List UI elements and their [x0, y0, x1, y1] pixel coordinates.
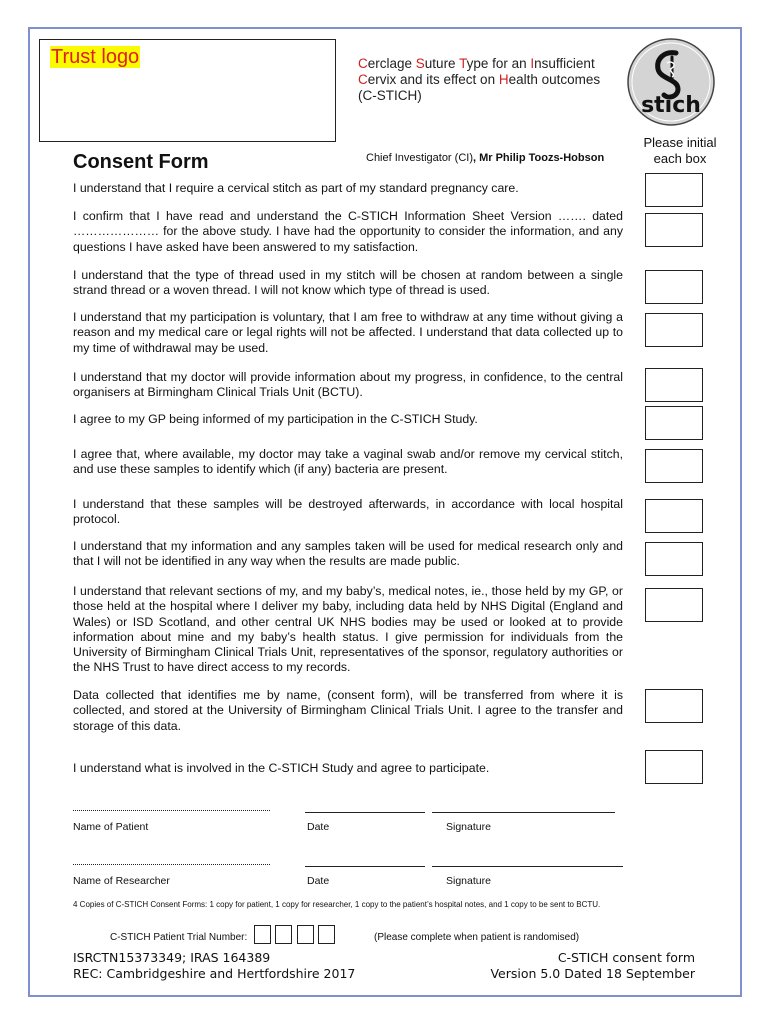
initial-box[interactable] — [645, 449, 703, 483]
title-fragment: ealth outcomes (C-STICH) — [358, 72, 601, 103]
consent-statement: I agree to my GP being informed of my participation in the C-STICH Study. — [73, 412, 478, 426]
initial-box[interactable] — [645, 368, 703, 402]
researcher-signature-label: Signature — [446, 875, 491, 887]
consent-statement: I understand that my information and any samples taken will be used for medical research only and that I will not be identified in any way when the results are made public. — [73, 539, 623, 569]
patient-date-line[interactable] — [305, 812, 425, 813]
title-initial: I — [530, 56, 535, 71]
researcher-name-label: Name of Researcher — [73, 875, 170, 887]
title-initial: S — [415, 56, 425, 71]
study-title — [358, 56, 618, 104]
trial-number-digit-box[interactable] — [275, 925, 292, 944]
title-fragment: ype for an — [466, 56, 531, 71]
footer-version: Version 5.0 Dated 18 September — [490, 965, 695, 981]
title-fragment: erclage — [367, 56, 416, 71]
researcher-name-line[interactable] — [73, 864, 270, 865]
initial-box[interactable] — [645, 313, 703, 347]
initial-box[interactable] — [645, 406, 703, 440]
title-fragment: nsufficient — [534, 56, 595, 71]
title-initial: C — [358, 56, 368, 71]
patient-name-label: Name of Patient — [73, 821, 149, 833]
patient-date-label: Date — [307, 821, 330, 833]
initial-box[interactable] — [645, 588, 703, 622]
trial-number-note: (Please complete when patient is randomised) — [374, 932, 580, 943]
chief-investigator-label: Chief Investigator (CI) — [366, 152, 473, 164]
trial-number-label: C-STICH Patient Trial Number: — [110, 932, 248, 943]
page-title: Consent Form — [73, 151, 209, 173]
initial-instruction — [620, 135, 740, 167]
consent-statement: I understand that relevant sections of my, and my baby’s, medical notes, ie., those held by my GP, or those held at the hospital where I deliver my baby, including data held by NHS Digital (England and Wales) or ISD Scotland, and other central UK NHS bodies may be used or looked at to provide information about mine and my baby’s health status. I give permission for individuals from the University of Birmingham Clinical Trials Unit, representatives of the sponsor, regulatory authorities or the NHS Trust to have direct access to my records. — [73, 584, 623, 675]
trust-logo-placeholder: Trust logo — [51, 46, 140, 68]
consent-statement: I understand that I require a cervical stitch as part of my standard pregnancy care. — [73, 181, 519, 195]
stich-logo-text: stich — [641, 93, 701, 118]
footer-left — [73, 950, 373, 981]
initial-box[interactable] — [645, 213, 703, 247]
patient-signature-line[interactable] — [432, 812, 615, 813]
chief-investigator — [366, 152, 604, 164]
copies-note: 4 Copies of C-STICH Consent Forms: 1 copy for patient, 1 copy for researcher, 1 copy to the patient’s hospital notes, and 1 copy to be sent to BCTU. — [73, 900, 601, 909]
initial-box[interactable] — [645, 542, 703, 576]
consent-statement: I understand that these samples will be destroyed afterwards, in accordance with local hospital protocol. — [73, 497, 623, 527]
consent-statement: I understand that the type of thread used in my stitch will be chosen at random between a single strand thread or a woven thread. I will not know which type of thread is used. — [73, 268, 623, 298]
title-fragment: ervix and its effect on — [367, 72, 499, 87]
researcher-date-label: Date — [307, 875, 330, 887]
researcher-date-line[interactable] — [305, 866, 425, 867]
researcher-signature-line[interactable] — [432, 866, 623, 867]
footer-rec: REC: Cambridgeshire and Hertfordshire 2017 — [73, 965, 356, 981]
consent-statement: Data collected that identifies me by name, (consent form), will be transferred from where it is collected, and stored at the University of Birmingham Clinical Trials Unit. I agree to the transfer and storage of this data. — [73, 688, 623, 733]
title-initial: C — [358, 72, 368, 87]
initial-box[interactable] — [645, 750, 703, 784]
stich-logo-icon — [626, 37, 716, 127]
patient-name-line[interactable] — [73, 810, 270, 811]
initial-box[interactable] — [645, 689, 703, 723]
trial-number-digit-box[interactable] — [254, 925, 271, 944]
initial-instruction-line: Please initial — [643, 135, 717, 150]
footer-isrctn: ISRCTN15373349; IRAS 164389 — [73, 950, 271, 965]
consent-statement: I understand that my participation is voluntary, that I am free to withdraw at any time without giving a reason and my medical care or legal rights will not be affected. I understand that data collected up to my time of withdrawal may be used. — [73, 310, 623, 355]
initial-box[interactable] — [645, 499, 703, 533]
trial-number-digit-box[interactable] — [297, 925, 314, 944]
patient-signature-label: Signature — [446, 821, 491, 833]
initial-box[interactable] — [645, 173, 703, 207]
title-fragment: uture — [424, 56, 460, 71]
trust-logo-box — [39, 39, 336, 142]
title-initial: T — [459, 56, 467, 71]
consent-statement: I confirm that I have read and understand the C-STICH Information Sheet Version ……. dated ………………… for the above study. I have had the opportunity to consider the information, and any questions I have asked have been answered to my satisfaction. — [73, 209, 623, 254]
initial-box[interactable] — [645, 270, 703, 304]
trial-number-digit-box[interactable] — [318, 925, 335, 944]
footer-doc-name: C-STICH consent form — [557, 950, 695, 965]
consent-statement: I agree that, where available, my doctor may take a vaginal swab and/or remove my cervical stitch, and use these samples to identify which (if any) bacteria are present. — [73, 447, 623, 477]
initial-instruction-line: each box — [653, 151, 707, 166]
footer-right — [440, 950, 695, 981]
chief-investigator-name: , Mr Philip Toozs-Hobson — [472, 152, 605, 164]
consent-statement: I understand that my doctor will provide information about my progress, in confidence, to the central organisers at Birmingham Clinical Trials Unit (BCTU). — [73, 370, 623, 400]
consent-statement: I understand what is involved in the C-STICH Study and agree to participate. — [73, 761, 490, 775]
title-initial: H — [498, 72, 509, 87]
